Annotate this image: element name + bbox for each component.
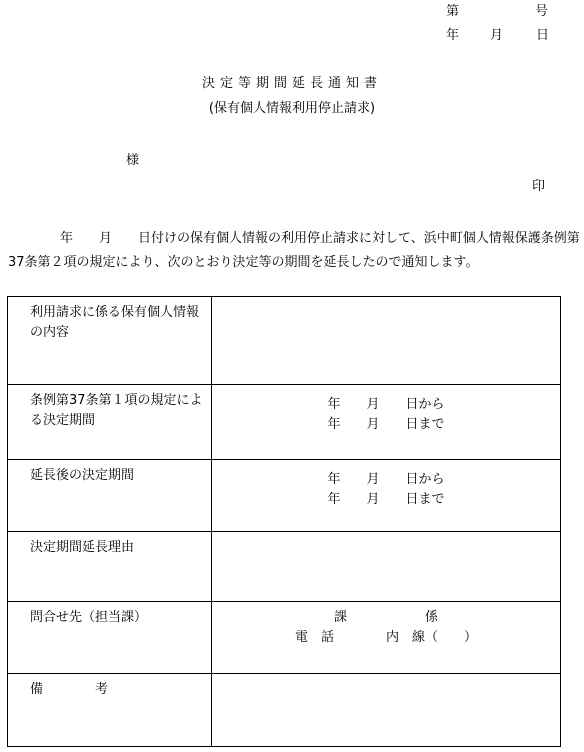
document-subtitle: (保有個人情報利用停止請求) (208, 101, 376, 116)
notice-body: 年 月 日付けの保有個人情報の利用停止請求に対して、浜中町個人情報保護条例第37条第２項の規定により、次のとおり決定等の期間を延長したので通知します。 (8, 231, 580, 270)
row-value (212, 674, 561, 747)
row-value (212, 532, 561, 602)
table-row (8, 532, 561, 602)
number-prefix: 第 (446, 4, 460, 19)
period-to: 年 月 日まで (327, 417, 445, 432)
row-label: 利用請求に係る保有個人情報の内容 (8, 297, 212, 385)
row-label: 条例第37条第１項の規定による決定期間 (8, 385, 212, 460)
contact-section: 課 係 (333, 610, 438, 625)
extended-from: 年 月 日から (327, 472, 445, 487)
number-suffix: 号 (535, 4, 549, 19)
document-title: 決定等期間延長通知書 (201, 76, 382, 91)
extended-to: 年 月 日まで (327, 492, 445, 507)
date-month: 月 (490, 28, 504, 43)
date-day: 日 (536, 28, 550, 43)
row-label: 延長後の決定期間 (8, 460, 212, 532)
row-label: 決定期間延長理由 (8, 532, 212, 602)
table-row (8, 674, 561, 747)
contact-phone: 電 話 内 線（ ） (294, 630, 477, 645)
row-label: 備 考 (8, 674, 212, 747)
row-value (212, 602, 561, 674)
table-row (8, 460, 561, 532)
date-year: 年 (446, 28, 460, 43)
table-row (8, 385, 561, 460)
row-value (212, 385, 561, 460)
info-table (7, 296, 561, 747)
row-value (212, 297, 561, 385)
row-label: 問合せ先（担当課） (8, 602, 212, 674)
addressee-suffix: 様 (126, 153, 140, 168)
row-value (212, 460, 561, 532)
seal-mark: 印 (532, 179, 546, 194)
period-from: 年 月 日から (327, 397, 445, 412)
table-row (8, 297, 561, 385)
table-row (8, 602, 561, 674)
